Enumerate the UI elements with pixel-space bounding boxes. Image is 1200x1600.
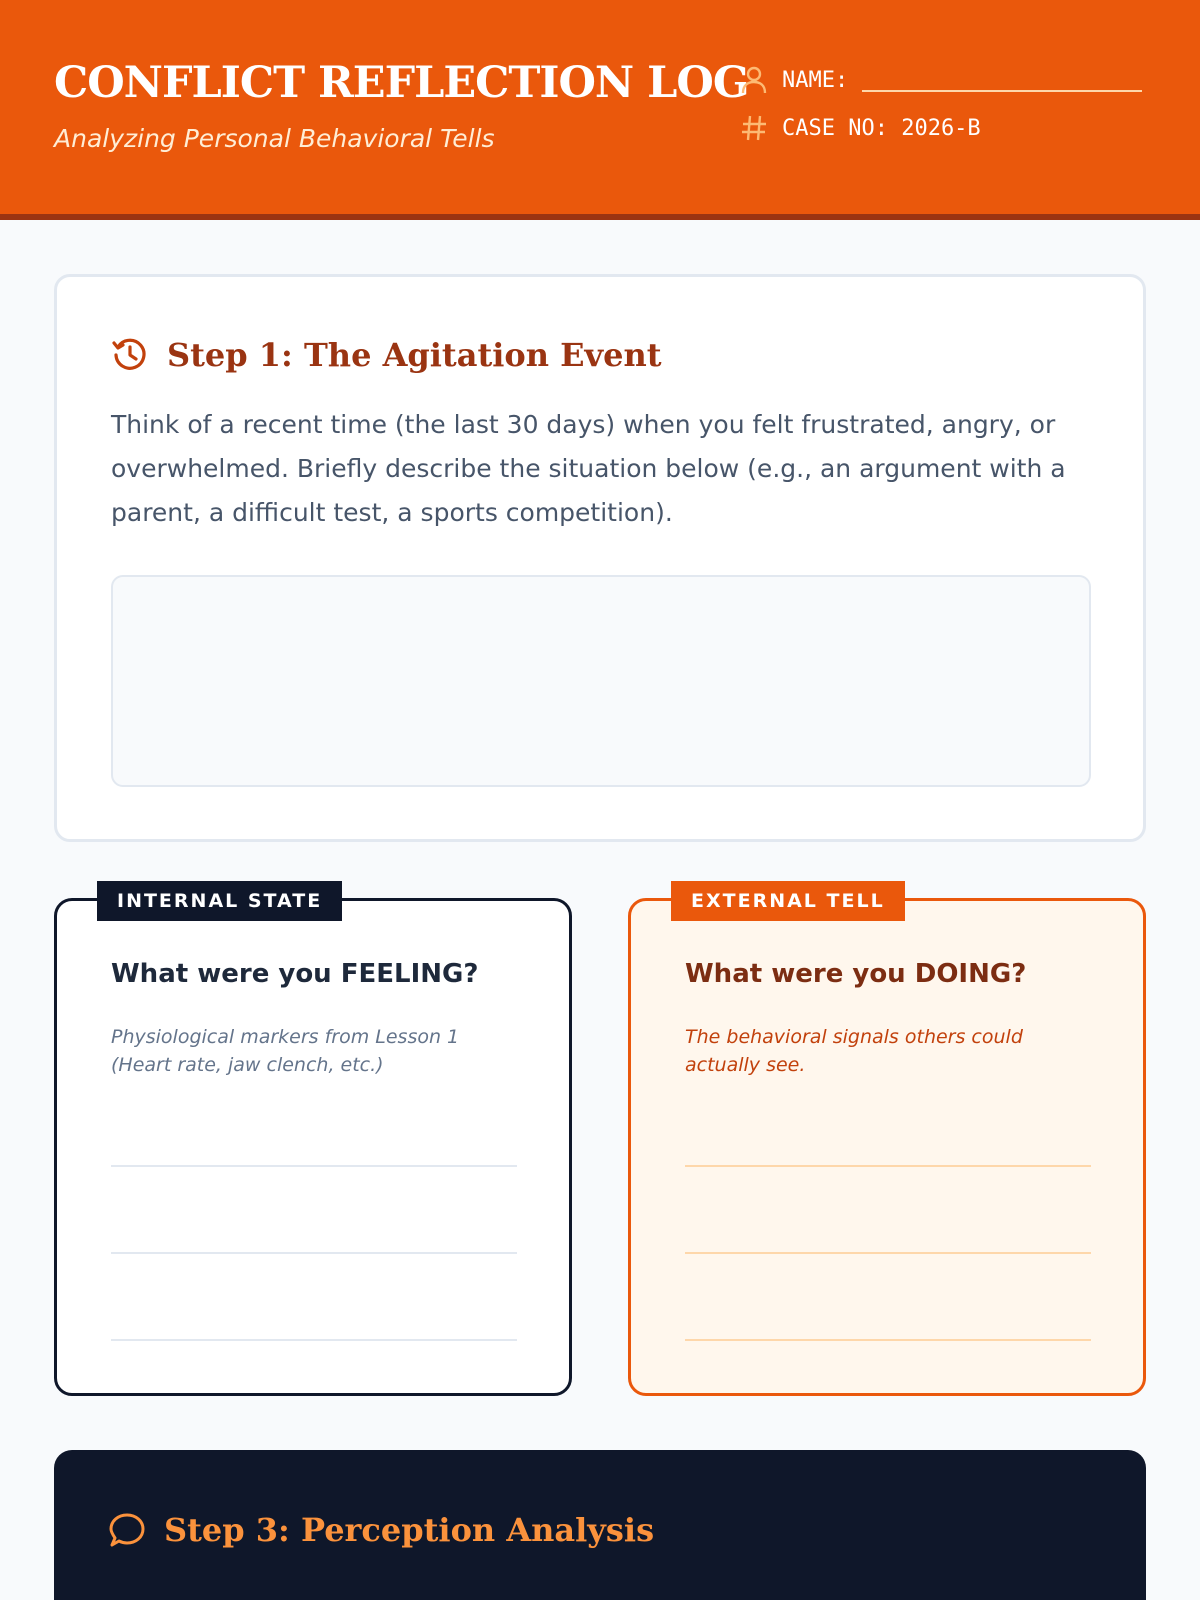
name-input-line[interactable] (862, 68, 1142, 92)
feeling-answer-line[interactable] (111, 1165, 517, 1167)
step1-title (111, 335, 662, 375)
doing-answer-line[interactable] (685, 1165, 1091, 1167)
step1-description: Think of a recent time (the last 30 days) when you felt frustrated, angry, or overwhelmed. Briefly describe the situation below (e.g., an argument with a parent, a difficult test, a sports competition). (111, 410, 1066, 527)
doing-answer-line[interactable] (685, 1252, 1091, 1254)
internal-state-tag: INTERNAL STATE (97, 881, 342, 921)
feeling-answer-line[interactable] (111, 1339, 517, 1341)
doing-hint: The behavioral signals others could actually see. (685, 1026, 1023, 1076)
hash-icon (740, 114, 768, 142)
event-description-textarea[interactable] (111, 575, 1091, 787)
step3-title (108, 1510, 654, 1550)
internal-state-card (54, 890, 572, 1396)
name-field[interactable] (740, 66, 1142, 94)
step1-card (54, 274, 1146, 842)
case-number (740, 114, 981, 142)
worksheet-header (0, 0, 1200, 220)
history-icon (111, 335, 151, 375)
doing-answer-line[interactable] (685, 1339, 1091, 1341)
external-tell-card (628, 890, 1146, 1396)
step3-card (54, 1450, 1146, 1600)
speech-bubble-icon (108, 1510, 148, 1550)
name-label: NAME: (782, 67, 849, 93)
external-tell-tag: EXTERNAL TELL (671, 881, 905, 921)
step3-description-cutoff (108, 1588, 1088, 1600)
step1-title-text: Step 1: The Agitation Event (167, 336, 662, 374)
case-number-label: CASE NO: 2026-B (782, 115, 981, 141)
user-icon (740, 66, 768, 94)
feeling-question: What were you FEELING? (111, 959, 479, 989)
page-title: CONFLICT REFLECTION LOG (54, 58, 749, 108)
feeling-hint: Physiological markers from Lesson 1 (Heart rate, jaw clench, etc.) (111, 1026, 460, 1076)
feeling-answer-line[interactable] (111, 1252, 517, 1254)
page-subtitle: Analyzing Personal Behavioral Tells (54, 124, 495, 153)
doing-question: What were you DOING? (685, 959, 1027, 989)
step3-title-text: Step 3: Perception Analysis (164, 1511, 655, 1549)
